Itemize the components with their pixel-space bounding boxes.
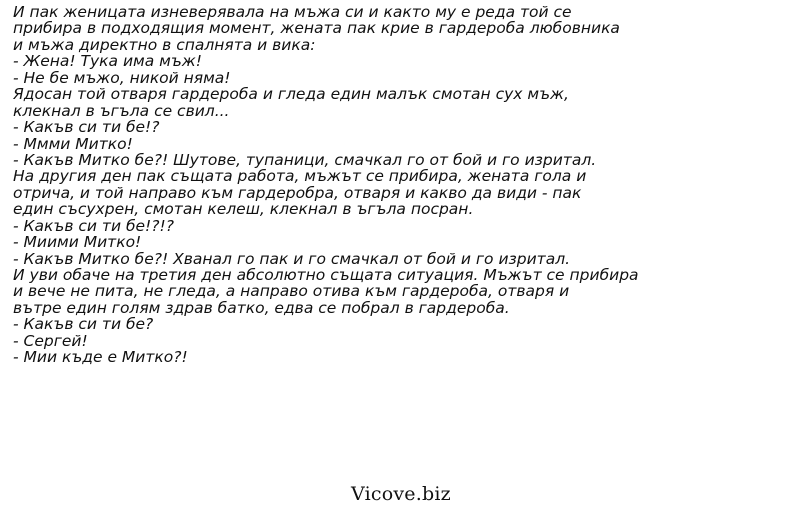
joke-line: И уви обаче на третия ден абсолютно същата ситуация. Мъжът се прибира bbox=[13, 266, 639, 284]
joke-line: - Какъв си ти бе!?!? bbox=[13, 216, 174, 235]
joke-line: вътре един голям здрав батко, едва се побрал в гардероба. bbox=[13, 298, 510, 317]
joke-line: - Жена! Тука има мъж! bbox=[13, 52, 202, 71]
joke-line: - Сергей! bbox=[13, 331, 88, 350]
joke-line: Ядосан той отваря гардероба и гледа един малък смотан сух мъж, bbox=[13, 85, 569, 104]
joke-line: - Какъв си ти бе? bbox=[13, 315, 154, 334]
joke-line: - Какъв Митко бе?! Шутове, тупаници, смачкал го от бой и го изритал. bbox=[13, 150, 597, 169]
joke-line: и вече не пита, не гледа, а направо отива към гардероба, отваря и bbox=[13, 282, 570, 301]
joke-line: И пак женицата изневерявала на мъжа си и както му е реда той се bbox=[13, 3, 572, 21]
joke-line: - Мии къде е Митко?! bbox=[13, 348, 188, 367]
joke-line: - Не бе мъжо, никой няма! bbox=[13, 68, 231, 87]
joke-line: - Ммми Митко! bbox=[13, 134, 133, 153]
joke-line: и мъжа директно в спалнята и вика: bbox=[13, 35, 316, 54]
joke-text bbox=[13, 4, 798, 366]
joke-line: - Какъв Митко бе?! Хванал го пак и го смачкал от бой и го изритал. bbox=[13, 249, 571, 268]
joke-line: прибира в подходящия момент, жената пак крие в гардероба любовника bbox=[13, 19, 620, 38]
joke-line: - Какъв си ти бе!? bbox=[13, 118, 160, 137]
joke-line: отрича, и той направо към гардеробра, отваря и какво да види - пак bbox=[13, 183, 582, 202]
joke-line: - Миими Митко! bbox=[13, 233, 142, 252]
site-watermark: Vicove.biz bbox=[351, 483, 451, 505]
joke-line: клекнал в ъгъла се свил... bbox=[13, 101, 230, 120]
joke-line: На другия ден пак същата работа, мъжът се прибира, жената гола и bbox=[13, 167, 587, 186]
joke-line: един съсухрен, смотан келеш, клекнал в ъгъла посран. bbox=[13, 200, 474, 219]
